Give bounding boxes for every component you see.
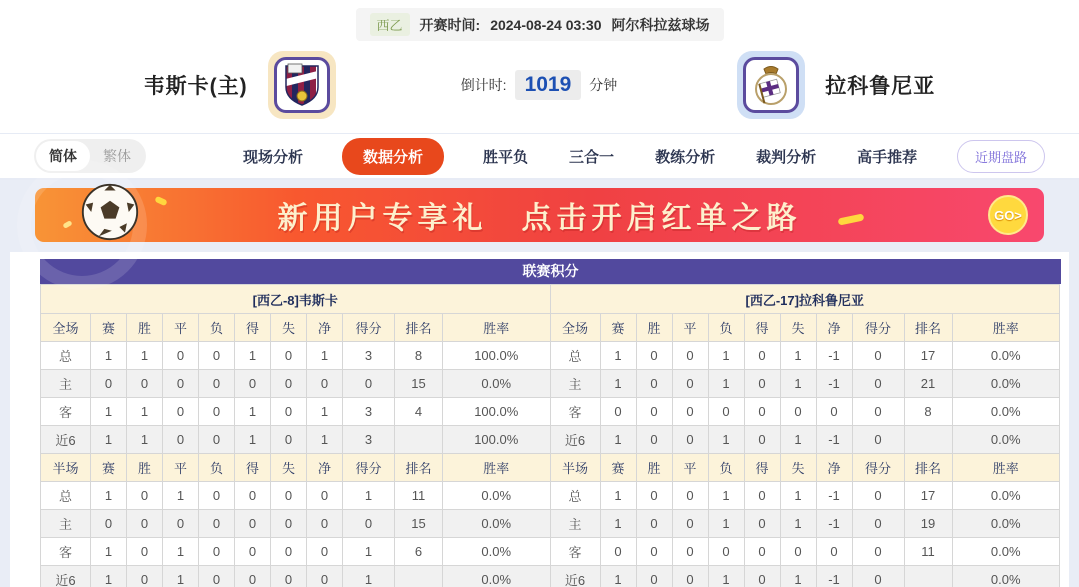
stat-cell: 8 [395,342,443,370]
tab-item[interactable]: 数据分析 [342,138,444,175]
away-team-header-row [550,285,1060,314]
stat-cell: 0 [271,370,307,398]
stat-cell: 0 [235,566,271,587]
stat-cell: 0 [744,482,780,510]
tab-item[interactable]: 现场分析 [243,148,304,166]
stat-cell: 0 [780,398,816,426]
stat-cell: 1 [343,566,395,587]
away-standings-section [551,284,1062,587]
stat-cell: 失 [780,314,816,342]
stat-cell: 1 [307,398,343,426]
stat-cell: 赛 [600,314,636,342]
stat-cell: 0.0% [952,342,1060,370]
tab-item[interactable]: 三合一 [569,148,615,166]
row-label-cell: 全场 [41,314,91,342]
stat-cell: 0.0% [952,538,1060,566]
stat-cell: 0 [91,510,127,538]
stat-cell: 1 [127,398,163,426]
stat-cell: 负 [708,454,744,482]
stat-cell: 0 [672,398,708,426]
table-title: 联赛积分 [40,259,1061,284]
row-label-cell: 客 [550,538,600,566]
stat-cell: 0 [744,398,780,426]
stat-cell: 0 [636,566,672,587]
stat-cell: 0 [744,342,780,370]
half-time-columns-row [41,454,551,482]
row-label-cell: 半场 [550,454,600,482]
full-time-columns-row [550,314,1060,342]
stat-cell: 0 [199,398,235,426]
stat-cell: 0 [672,566,708,587]
stat-cell: 0 [600,538,636,566]
stat-cell: 0 [271,342,307,370]
stat-cell: 0 [199,482,235,510]
stat-cell: 得分 [343,314,395,342]
stat-cell: 0 [271,482,307,510]
half-time-columns-row [550,454,1060,482]
row-label-cell: 总 [550,482,600,510]
stat-cell: 0 [816,538,852,566]
stat-cell: 3 [343,426,395,454]
stat-cell: 0 [199,426,235,454]
lang-simplified-button[interactable]: 简体 [36,141,90,171]
match-info-bar [356,8,724,41]
stat-cell: 1 [163,482,199,510]
table-row [41,398,551,426]
stat-cell: 100.0% [443,342,551,370]
row-label-cell: 客 [41,538,91,566]
stat-cell: 1 [708,566,744,587]
stat-cell: 0 [127,370,163,398]
banner-line2: 点击开启红单之路 [521,202,802,235]
stat-cell: 1 [708,482,744,510]
home-standings-section [40,284,551,587]
stat-cell: 1 [343,482,395,510]
stat-cell: 0 [271,538,307,566]
standings-halves [40,284,1061,587]
stat-cell: 净 [816,314,852,342]
top-info-bar-wrap [0,0,1079,41]
tab-item[interactable]: 裁判分析 [756,148,817,166]
stat-cell [904,426,952,454]
tab-item[interactable]: 教练分析 [655,148,716,166]
home-standings-table [40,284,551,587]
stat-cell: 胜 [127,454,163,482]
row-label-cell: 总 [41,342,91,370]
stat-cell: 得 [235,314,271,342]
stat-cell: 1 [91,426,127,454]
row-label-cell: 近6 [41,426,91,454]
stat-cell: 0 [636,370,672,398]
stat-cell: 得 [235,454,271,482]
stat-cell: 排名 [395,314,443,342]
away-team-name: 拉科鲁尼亚 [825,75,936,98]
stat-cell: 0 [127,482,163,510]
stat-cell: 0.0% [952,426,1060,454]
league-badge: 西乙 [370,13,410,36]
stat-cell: 0 [816,398,852,426]
venue-name: 阿尔科拉兹球场 [611,16,710,33]
row-label-cell: 客 [41,398,91,426]
promo-banner[interactable] [35,188,1044,242]
row-label-cell: 近6 [550,426,600,454]
stat-cell: 19 [904,510,952,538]
stat-cell: 1 [91,538,127,566]
stat-cell: -1 [816,342,852,370]
stat-cell: 0 [343,370,395,398]
row-label-cell: 近6 [550,566,600,587]
stat-cell: 0 [163,342,199,370]
stat-cell: 0 [199,370,235,398]
stat-cell: 1 [163,538,199,566]
stat-cell: 0.0% [952,398,1060,426]
stat-cell: 0 [780,538,816,566]
stat-cell: 8 [904,398,952,426]
stat-cell: 排名 [904,454,952,482]
stat-cell: 0 [307,370,343,398]
stat-cell: 0 [307,566,343,587]
stat-cell: 0.0% [443,482,551,510]
home-team-header-cell: [西乙-8]韦斯卡 [41,285,551,314]
tab-item[interactable]: 胜平负 [483,148,529,166]
stat-cell: 1 [780,510,816,538]
stat-cell: 失 [271,454,307,482]
stat-cell: 赛 [600,454,636,482]
stat-cell: 胜率 [952,314,1060,342]
away-team-badge [737,51,805,119]
stat-cell: -1 [816,426,852,454]
stat-cell: 平 [672,454,708,482]
stat-cell: 0 [672,342,708,370]
stat-cell: 净 [307,454,343,482]
row-label-cell: 半场 [41,454,91,482]
stat-cell: 负 [708,314,744,342]
stat-cell: 0 [235,370,271,398]
stat-cell: 0 [163,398,199,426]
lang-traditional-button[interactable]: 繁体 [103,148,131,164]
row-label-cell: 主 [41,370,91,398]
stat-cell: 0.0% [952,370,1060,398]
stat-cell: 0.0% [443,566,551,587]
stat-cell: 0 [852,482,904,510]
stat-cell: 1 [235,398,271,426]
stat-cell: 21 [904,370,952,398]
table-row [41,538,551,566]
stat-cell: 0 [744,370,780,398]
countdown [461,70,618,100]
away-team-block [737,51,935,119]
stat-cell: 0 [744,510,780,538]
away-team-crest-icon [743,57,799,113]
stat-cell: 得 [744,454,780,482]
stat-cell: 1 [600,370,636,398]
match-header [0,41,1079,134]
stat-cell: 0.0% [443,538,551,566]
stat-cell [904,566,952,587]
stat-cell: 0 [271,566,307,587]
stat-cell: 0 [271,398,307,426]
table-row [550,342,1060,370]
stat-cell: 0 [307,482,343,510]
stat-cell: 11 [904,538,952,566]
away-standings-table [550,284,1061,587]
row-label-cell: 总 [41,482,91,510]
stat-cell: 17 [904,342,952,370]
stat-cell: 1 [708,426,744,454]
countdown-value: 1019 [515,70,582,100]
stat-cell: 0 [235,510,271,538]
stat-cell: 0 [636,510,672,538]
row-label-cell: 近6 [41,566,91,587]
stat-cell: 平 [163,314,199,342]
stat-cell: -1 [816,510,852,538]
kickoff-label: 开赛时间: [419,16,481,33]
stat-cell: 1 [708,342,744,370]
tab-bar [0,134,1079,180]
table-row [41,426,551,454]
banner-text [278,193,802,237]
row-label-cell: 客 [550,398,600,426]
stat-cell: 0 [235,482,271,510]
home-team-badge [268,51,336,119]
away-team-header-cell: [西乙-17]拉科鲁尼亚 [550,285,1060,314]
go-button[interactable]: GO> [988,195,1028,235]
stat-cell: 平 [672,314,708,342]
stat-cell: 0 [127,538,163,566]
stat-cell: 3 [343,398,395,426]
stat-cell: 0 [672,538,708,566]
table-row [550,510,1060,538]
stat-cell: 0 [852,426,904,454]
stat-cell: 0 [852,566,904,587]
stat-cell: 0 [600,398,636,426]
stat-cell: 1 [708,370,744,398]
stat-cell: 1 [780,370,816,398]
countdown-label: 倒计时: [460,77,507,93]
stat-cell: 胜率 [443,454,551,482]
stat-cell: 0 [199,342,235,370]
stat-cell: 0 [708,398,744,426]
stat-cell: 1 [780,342,816,370]
stat-cell: 0.0% [952,566,1060,587]
table-row [550,426,1060,454]
stat-cell: 0 [672,370,708,398]
stat-cell: 0 [307,538,343,566]
tab-nav [241,138,919,175]
stat-cell: 0 [199,538,235,566]
banner-accent-stroke [838,213,865,225]
stat-cell: 0 [852,538,904,566]
kickoff-time: 2024-08-24 03:30 [490,16,602,33]
home-team-block [144,51,336,119]
stat-cell: 赛 [91,454,127,482]
stat-cell: 0 [307,510,343,538]
table-row [550,566,1060,587]
stat-cell: 0 [852,398,904,426]
league-standings-card [10,252,1069,587]
stat-cell: 15 [395,510,443,538]
table-row [41,482,551,510]
stat-cell: 排名 [395,454,443,482]
stat-cell: 负 [199,314,235,342]
row-label-cell: 全场 [550,314,600,342]
stat-cell: 1 [91,482,127,510]
stat-cell: 1 [307,426,343,454]
stat-cell: 1 [307,342,343,370]
stat-cell: 0 [636,482,672,510]
stat-cell: 15 [395,370,443,398]
stat-cell: 1 [127,426,163,454]
stat-cell: 得分 [852,314,904,342]
table-row [41,566,551,587]
table-row [41,370,551,398]
stat-cell: 1 [343,538,395,566]
stat-cell: 0 [744,426,780,454]
stat-cell: 1 [235,426,271,454]
stat-cell: 净 [307,314,343,342]
stat-cell: 100.0% [443,426,551,454]
confetti-icon [154,196,167,207]
stat-cell: 1 [91,566,127,587]
stat-cell: 1 [91,342,127,370]
stat-cell: 0 [672,426,708,454]
row-label-cell: 主 [550,370,600,398]
stat-cell: 0 [271,510,307,538]
tab-item[interactable]: 高手推荐 [857,148,918,166]
stat-cell: 11 [395,482,443,510]
stat-cell: 0 [672,482,708,510]
stat-cell: 得分 [343,454,395,482]
stat-cell: 4 [395,398,443,426]
stat-cell: 0.0% [443,510,551,538]
stat-cell: 0 [235,538,271,566]
stat-cell: 0 [127,566,163,587]
countdown-unit: 分钟 [589,77,618,93]
stat-cell: 1 [708,510,744,538]
stat-cell: 1 [780,566,816,587]
row-label-cell: 总 [550,342,600,370]
stat-cell: 0 [852,342,904,370]
stat-cell: 0 [852,510,904,538]
stat-cell: 1 [235,342,271,370]
stat-cell: 6 [395,538,443,566]
stat-cell: -1 [816,370,852,398]
stat-cell: 0 [163,426,199,454]
stat-cell: 1 [780,482,816,510]
home-team-crest-icon [274,57,330,113]
stat-cell: 1 [780,426,816,454]
stat-cell [395,566,443,587]
stat-cell: 净 [816,454,852,482]
recent-odds-button[interactable]: 近期盘路 [957,140,1045,173]
row-label-cell: 主 [41,510,91,538]
stat-cell: 0 [343,510,395,538]
stat-cell: 0.0% [443,370,551,398]
content-area [0,180,1079,587]
table-row [550,398,1060,426]
home-team-header-row [41,285,551,314]
stat-cell: 0 [199,510,235,538]
stat-cell: 17 [904,482,952,510]
row-label-cell: 主 [550,510,600,538]
stat-cell: 胜 [636,454,672,482]
stat-cell: 排名 [904,314,952,342]
stat-cell: 0 [163,510,199,538]
stat-cell: 1 [600,426,636,454]
stat-cell: 失 [780,454,816,482]
stat-cell: 失 [271,314,307,342]
stat-cell: 0 [744,566,780,587]
stat-cell: 1 [127,342,163,370]
table-row [41,342,551,370]
stat-cell: 得 [744,314,780,342]
stat-cell: 0 [636,398,672,426]
stat-cell: 得分 [852,454,904,482]
stat-cell: -1 [816,482,852,510]
home-team-name: 韦斯卡(主) [143,75,248,98]
stat-cell: 1 [600,342,636,370]
stat-cell: 0.0% [952,510,1060,538]
stat-cell: 1 [600,566,636,587]
stat-cell: 100.0% [443,398,551,426]
table-row [550,370,1060,398]
stat-cell: 0 [852,370,904,398]
table-row [550,538,1060,566]
stat-cell: 0 [163,370,199,398]
banner-line1: 新用户专享礼 [277,202,488,235]
stat-cell: 0 [636,426,672,454]
stat-cell: 0.0% [952,482,1060,510]
table-row [41,510,551,538]
stat-cell: 0 [91,370,127,398]
full-time-columns-row [41,314,551,342]
table-row [550,482,1060,510]
stat-cell: 1 [163,566,199,587]
stat-cell: -1 [816,566,852,587]
stat-cell: 1 [91,398,127,426]
stat-cell: 0 [708,538,744,566]
stat-cell: 0 [199,566,235,587]
stat-cell: 胜 [127,314,163,342]
stat-cell: 0 [636,538,672,566]
stat-cell: 赛 [91,314,127,342]
stat-cell: 0 [744,538,780,566]
stat-cell: 0 [127,510,163,538]
stat-cell: 胜率 [443,314,551,342]
stat-cell: 负 [199,454,235,482]
stat-cell [395,426,443,454]
stat-cell: 1 [600,482,636,510]
stat-cell: 3 [343,342,395,370]
stat-cell: 胜 [636,314,672,342]
stat-cell: 0 [672,510,708,538]
stat-cell: 胜率 [952,454,1060,482]
stat-cell: 平 [163,454,199,482]
stat-cell: 1 [600,510,636,538]
soccer-ball-icon [80,182,140,242]
stat-cell: 0 [271,426,307,454]
stat-cell: 0 [636,342,672,370]
